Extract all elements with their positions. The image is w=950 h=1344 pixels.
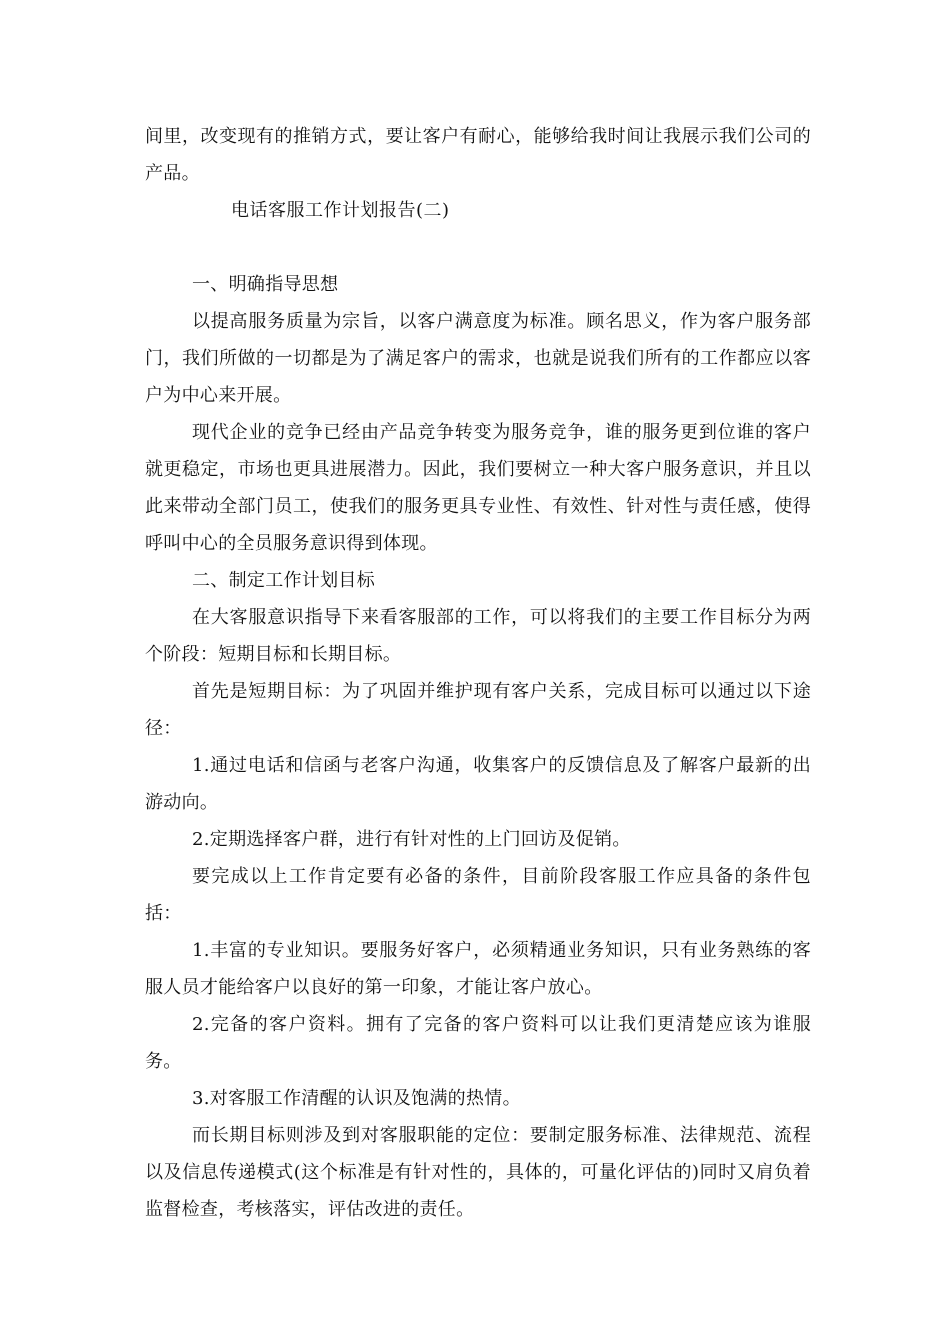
list-item: 2.完备的客户资料。拥有了完备的客户资料可以让我们更清楚应该为谁服务。 (145, 1014, 811, 1072)
paragraph: 现代企业的竞争已经由产品竞争转变为服务竞争，谁的服务更到位谁的客户就更稳定，市场也更具进展潜力。因此，我们要树立一种大客户服务意识，并且以此来带动全部门员工，使我们的服务更具专业性、有效性、针对性与责任感，使得呼叫中心的全员服务意识得到体现。 (145, 422, 811, 554)
document-body (145, 118, 811, 1228)
blank-line (145, 229, 811, 266)
section-heading-2: 二、制定工作计划目标 (192, 570, 375, 591)
list-item: 3.对客服工作清醒的认识及饱满的热情。 (192, 1088, 521, 1109)
paragraph: 要完成以上工作肯定要有必备的条件，目前阶段客服工作应具备的条件包括： (145, 866, 811, 924)
paragraph: 在大客服意识指导下来看客服部的工作，可以将我们的主要工作目标分为两个阶段：短期目标和长期目标。 (145, 607, 811, 665)
paragraph: 而长期目标则涉及到对客服职能的定位：要制定服务标准、法律规范、流程以及信息传递模式(这个标准是有针对性的，具体的，可量化评估的)同时又肩负着监督检查，考核落实，评估改进的责任。 (145, 1125, 811, 1220)
list-item: 1.通过电话和信函与老客户沟通，收集客户的反馈信息及了解客户最新的出游动向。 (145, 755, 811, 813)
list-item: 2.定期选择客户群，进行有针对性的上门回访及促销。 (192, 829, 631, 850)
section-heading-1: 一、明确指导思想 (192, 274, 339, 295)
paragraph-continued: 间里，改变现有的推销方式，要让客户有耐心，能够给我时间让我展示我们公司的产品。 (145, 126, 811, 184)
document-title: 电话客服工作计划报告(二) (231, 200, 450, 221)
paragraph: 以提高服务质量为宗旨，以客户满意度为标准。顾名思义，作为客户服务部门，我们所做的一切都是为了满足客户的需求，也就是说我们所有的工作都应以客户为中心来开展。 (145, 311, 811, 406)
paragraph: 首先是短期目标：为了巩固并维护现有客户关系，完成目标可以通过以下途径： (145, 681, 811, 739)
list-item: 1.丰富的专业知识。要服务好客户，必须精通业务知识，只有业务熟练的客服人员才能给客户以良好的第一印象，才能让客户放心。 (145, 940, 811, 998)
